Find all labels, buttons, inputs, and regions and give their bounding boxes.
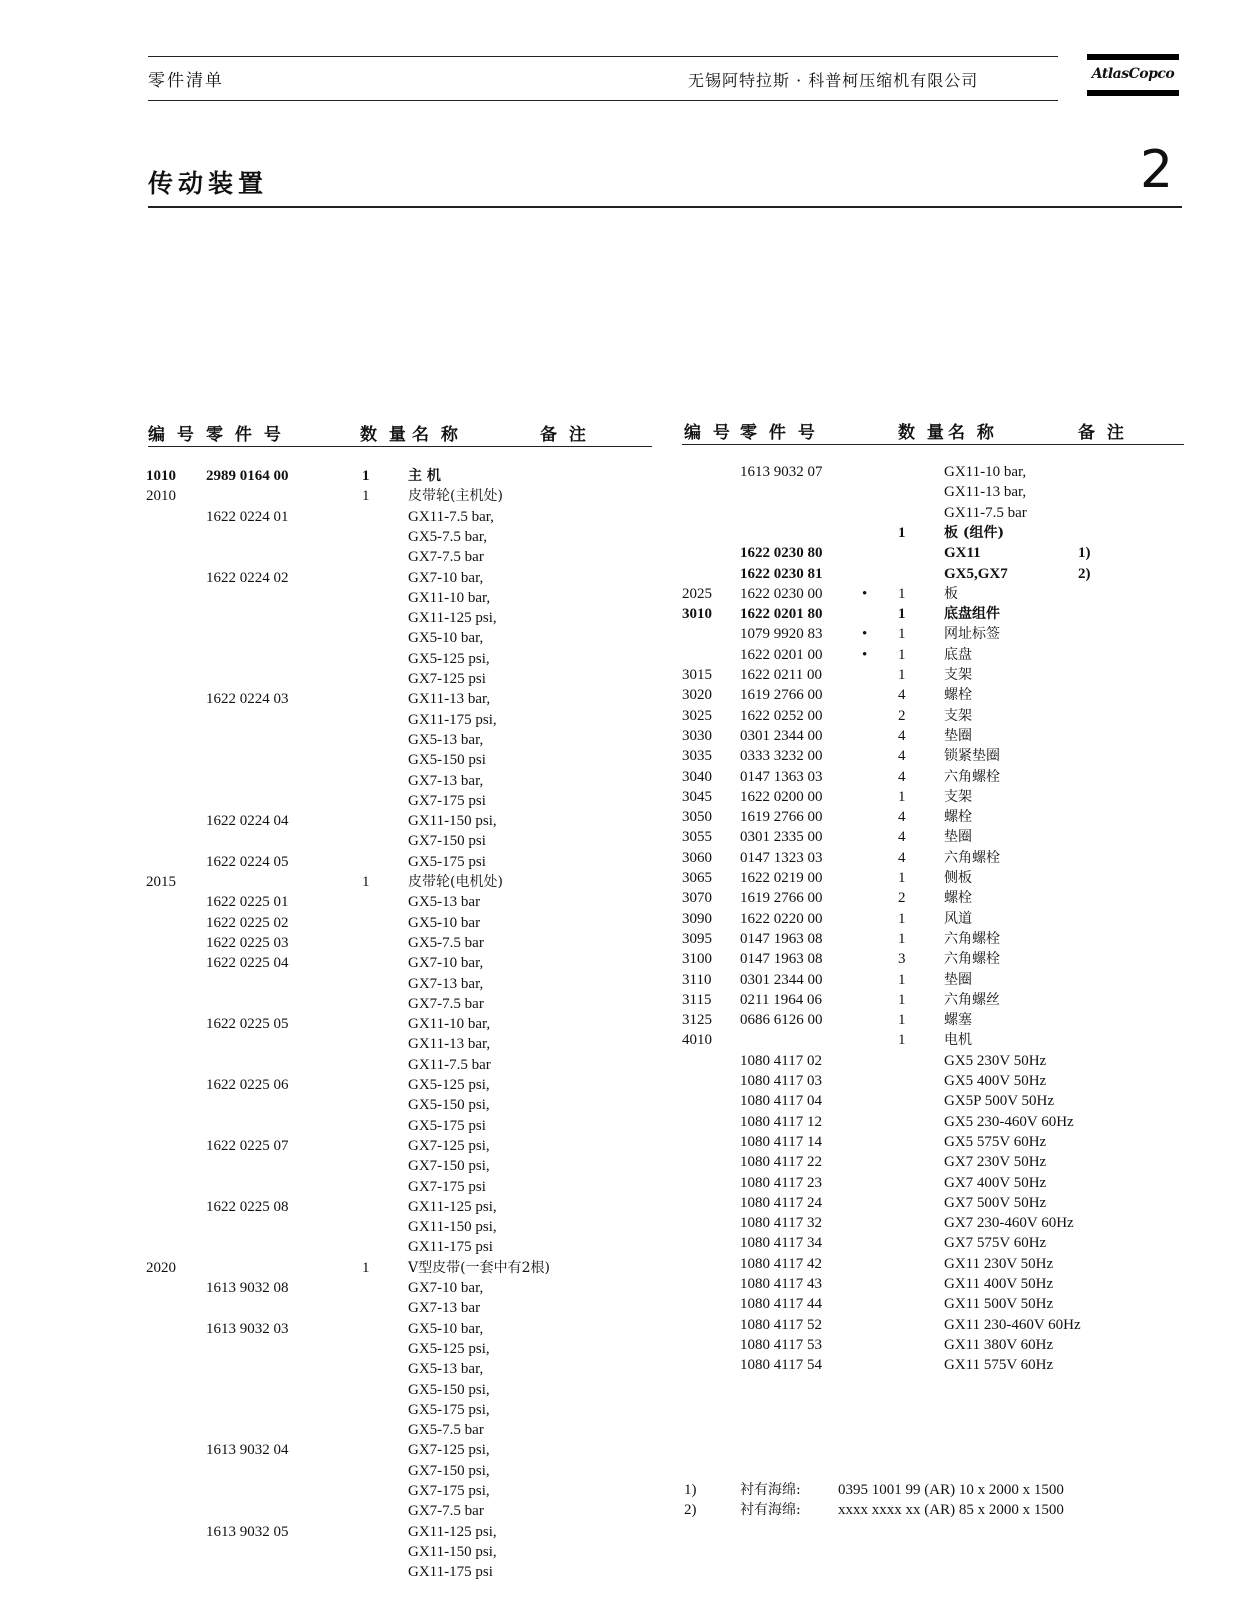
name-cell: GX5 400V 50Hz [944, 1073, 1047, 1089]
item-number-cell: 2020 [146, 1259, 176, 1276]
part-number-cell: 1080 4117 34 [740, 1235, 822, 1252]
quantity-cell: 3 [898, 951, 906, 968]
part-number-cell: 1080 4117 43 [740, 1276, 822, 1292]
item-number-cell: 1010 [146, 468, 176, 484]
name-cell: GX5-150 psi, [408, 1381, 490, 1398]
name-cell: GX5-13 bar, [408, 731, 484, 748]
quantity-cell: 1 [362, 488, 370, 505]
item-number-cell: 3090 [682, 910, 712, 927]
name-cell: GX7-13 bar [408, 1300, 481, 1317]
part-number-cell: 1622 0225 05 [206, 1016, 289, 1033]
header-item-no: 编 号 [148, 425, 197, 445]
part-number-cell: 1622 0225 07 [206, 1137, 289, 1154]
footnote-text: 0395 1001 99 (AR) 10 x 2000 x 1500 [838, 1482, 1064, 1498]
name-cell: GX11-10 bar, [408, 589, 491, 606]
name-cell: GX11-10 bar, [408, 1016, 491, 1033]
quantity-cell: 1 [898, 1012, 906, 1029]
name-cell: GX7 575V 60Hz [944, 1235, 1047, 1252]
part-number-cell: 1080 4117 14 [740, 1133, 822, 1150]
part-number-cell: 0211 1964 06 [740, 991, 822, 1008]
header-part-no: 零 件 号 [740, 423, 818, 443]
name-cell: 主 机 [408, 468, 441, 484]
section-rule [148, 206, 1182, 208]
part-number-cell: 1622 0224 03 [206, 691, 289, 708]
name-cell: GX11 400V 50Hz [944, 1276, 1054, 1292]
atlas-copco-logo [1087, 54, 1179, 98]
quantity-cell: 1 [898, 870, 906, 886]
quantity-cell: 1 [898, 606, 906, 623]
name-cell: GX5-125 psi, [408, 1340, 490, 1357]
part-number-cell: 1622 0211 00 [740, 667, 822, 683]
part-number-cell: 0147 1323 03 [740, 849, 823, 866]
name-cell: GX11-175 psi, [408, 711, 497, 728]
item-number-cell: 3015 [682, 667, 712, 683]
name-cell: GX5 575V 60Hz [944, 1133, 1047, 1150]
part-number-cell: 1622 0224 02 [206, 569, 289, 586]
name-cell: GX7-7.5 bar [408, 549, 484, 566]
name-cell: GX5-150 psi [408, 752, 486, 769]
name-cell: GX7-10 bar, [408, 955, 484, 972]
part-number-cell: 0147 1963 08 [740, 930, 823, 947]
name-cell: 螺塞 [944, 1012, 972, 1029]
part-number-cell: 1613 9032 03 [206, 1320, 289, 1337]
name-cell: 螺栓 [944, 890, 972, 907]
quantity-cell: 1 [362, 874, 370, 890]
part-number-cell: 1622 0219 00 [740, 870, 823, 886]
header-remarks: 备 注 [1078, 423, 1127, 443]
part-number-cell: 1613 9032 05 [206, 1523, 289, 1540]
quantity-cell: 1 [898, 991, 906, 1008]
part-number-cell: 1080 4117 03 [740, 1073, 822, 1089]
part-number-cell: 2989 0164 00 [206, 468, 289, 484]
quantity-cell: 4 [898, 849, 906, 866]
item-number-cell: 3025 [682, 707, 712, 724]
name-cell: GX5-125 psi, [408, 650, 490, 667]
name-cell: GX7-13 bar, [408, 772, 484, 789]
item-number-cell: 3060 [682, 849, 712, 866]
part-number-cell: 1619 2766 00 [740, 687, 823, 704]
name-cell: 侧板 [944, 870, 972, 886]
quantity-cell: 1 [898, 1032, 906, 1049]
name-cell: 六角螺栓 [944, 951, 1000, 968]
name-cell: GX11-150 psi, [408, 1219, 497, 1236]
part-number-cell: 1080 4117 24 [740, 1194, 822, 1211]
name-cell: GX7-150 psi, [408, 1158, 490, 1175]
part-number-cell: 1622 0224 05 [206, 853, 289, 870]
name-cell: 板 [944, 585, 958, 602]
part-number-cell: 1080 4117 32 [740, 1215, 822, 1232]
name-cell: GX5-150 psi, [408, 1097, 490, 1114]
name-cell: 螺栓 [944, 687, 972, 704]
header-rule [148, 100, 1058, 101]
name-cell: GX5-13 bar [408, 894, 481, 911]
part-number-cell: 1613 9032 08 [206, 1280, 289, 1296]
quantity-cell: 1 [898, 971, 906, 988]
name-cell: GX11 [944, 545, 981, 562]
quantity-cell: 4 [898, 687, 906, 704]
name-cell: GX11-7.5 bar, [408, 508, 494, 525]
part-number-cell: 1613 9032 04 [206, 1442, 289, 1459]
name-cell: GX7 230V 50Hz [944, 1154, 1047, 1171]
top-rule [148, 56, 1058, 57]
name-cell: V型皮带(一套中有2根) [408, 1259, 550, 1276]
header-name: 名 称 [948, 423, 997, 443]
item-number-cell: 3035 [682, 748, 712, 765]
header-qty: 数 量 [898, 423, 947, 443]
item-number-cell: 3065 [682, 870, 712, 886]
bullet-mark: • [862, 646, 868, 663]
name-cell: GX11 230-460V 60Hz [944, 1316, 1081, 1333]
name-cell: 螺栓 [944, 809, 972, 826]
name-cell: GX11-125 psi, [408, 1523, 497, 1540]
footnote-text: xxxx xxxx xx (AR) 85 x 2000 x 1500 [838, 1502, 1064, 1518]
name-cell: 皮带轮(主机处) [408, 488, 503, 505]
name-cell: 电机 [944, 1032, 972, 1049]
name-cell: GX11 500V 50Hz [944, 1296, 1054, 1313]
name-cell: GX7-175 psi, [408, 1483, 490, 1499]
item-number-cell: 3125 [682, 1012, 712, 1029]
part-number-cell: 0301 2335 00 [740, 829, 823, 846]
part-number-cell: 1080 4117 04 [740, 1093, 822, 1110]
quantity-cell: 4 [898, 809, 906, 826]
part-number-cell: 0686 6126 00 [740, 1012, 823, 1029]
name-cell: GX7-125 psi [408, 671, 486, 687]
item-number-cell: 4010 [682, 1032, 712, 1049]
name-cell: 六角螺栓 [944, 768, 1000, 785]
part-number-cell: 1080 4117 22 [740, 1154, 822, 1171]
name-cell: GX5-10 bar [408, 914, 481, 931]
name-cell: GX5-175 psi [408, 1117, 486, 1134]
name-cell: GX11-13 bar, [944, 484, 1027, 501]
quantity-cell: 2 [898, 890, 906, 907]
part-number-cell: 1622 0225 01 [206, 894, 289, 911]
name-cell: GX7-150 psi, [408, 1462, 490, 1479]
footnote-marker: 1) [684, 1482, 697, 1498]
name-cell: GX11-7.5 bar [944, 504, 1027, 521]
name-cell: GX7-150 psi [408, 833, 486, 850]
part-number-cell: 1622 0225 04 [206, 955, 289, 972]
section-title: 传动装置 [148, 169, 269, 198]
name-cell: GX11-150 psi, [408, 813, 497, 830]
name-cell: GX11-175 psi [408, 1239, 493, 1256]
name-cell: GX5 230V 50Hz [944, 1052, 1047, 1069]
item-number-cell: 3115 [682, 991, 712, 1008]
quantity-cell: 2 [898, 707, 906, 724]
name-cell: GX5-7.5 bar, [408, 528, 487, 545]
item-number-cell: 2025 [682, 585, 712, 602]
part-number-cell: 1080 4117 53 [740, 1336, 822, 1353]
item-number-cell: 2015 [146, 874, 176, 890]
name-cell: 支架 [944, 707, 972, 724]
remark-cell: 1) [1078, 545, 1091, 562]
name-cell: GX11-13 bar, [408, 1036, 491, 1053]
quantity-cell: 1 [898, 910, 906, 927]
quantity-cell: 1 [362, 468, 370, 484]
part-number-cell: 1622 0201 00 [740, 646, 823, 663]
name-cell: 支架 [944, 667, 972, 683]
name-cell: GX11 230V 50Hz [944, 1255, 1054, 1272]
name-cell: 底盘组件 [944, 606, 1000, 623]
part-number-cell: 1622 0230 00 [740, 585, 823, 602]
name-cell: 网址标签 [944, 626, 1000, 643]
part-number-cell: 1622 0230 81 [740, 565, 823, 582]
part-number-cell: 0301 2344 00 [740, 727, 823, 744]
item-number-cell: 2010 [146, 488, 176, 505]
right-header-rule [682, 444, 1184, 445]
part-number-cell: 1622 0225 08 [206, 1198, 289, 1215]
name-cell: GX11 575V 60Hz [944, 1357, 1054, 1374]
name-cell: GX7-7.5 bar [408, 995, 484, 1012]
part-number-cell: 1613 9032 07 [740, 464, 823, 480]
part-number-cell: 1080 4117 54 [740, 1357, 822, 1374]
footnote-label: 衬有海绵: [740, 1502, 801, 1518]
quantity-cell: 1 [898, 788, 906, 805]
part-number-cell: 0301 2344 00 [740, 971, 823, 988]
name-cell: 锁紧垫圈 [944, 748, 1000, 765]
left-header-rule [148, 446, 652, 447]
section-number: 2 [1140, 140, 1174, 200]
item-number-cell: 3040 [682, 768, 712, 785]
part-number-cell: 1080 4117 02 [740, 1052, 822, 1069]
quantity-cell: 4 [898, 829, 906, 846]
name-cell: GX5-175 psi, [408, 1401, 490, 1418]
name-cell: GX11-125 psi, [408, 1198, 497, 1215]
header-remarks: 备 注 [540, 425, 589, 445]
part-number-cell: 1619 2766 00 [740, 890, 823, 907]
quantity-cell: 4 [898, 748, 906, 765]
part-number-cell: 1080 4117 52 [740, 1316, 822, 1333]
name-cell: GX11-125 psi, [408, 610, 497, 627]
part-number-cell: 1622 0220 00 [740, 910, 823, 927]
footnote-marker: 2) [684, 1502, 697, 1518]
item-number-cell: 3045 [682, 788, 712, 805]
part-number-cell: 1622 0201 80 [740, 606, 823, 623]
part-number-cell: 1619 2766 00 [740, 809, 823, 826]
part-number-cell: 1080 4117 23 [740, 1174, 822, 1191]
name-cell: GX7-10 bar, [408, 1280, 484, 1296]
part-number-cell: 1622 0225 03 [206, 934, 289, 951]
name-cell: GX11 380V 60Hz [944, 1336, 1054, 1353]
quantity-cell: 4 [898, 727, 906, 744]
item-number-cell: 3095 [682, 930, 712, 947]
name-cell: GX11-13 bar, [408, 691, 491, 708]
name-cell: GX11-7.5 bar [408, 1056, 491, 1073]
quantity-cell: 1 [898, 585, 906, 602]
part-number-cell: 1080 4117 44 [740, 1296, 822, 1313]
name-cell: GX7 230-460V 60Hz [944, 1215, 1074, 1232]
document-type: 零件清单 [148, 71, 224, 91]
name-cell: GX5-125 psi, [408, 1077, 490, 1093]
part-number-cell: 1622 0252 00 [740, 707, 823, 724]
name-cell: GX5,GX7 [944, 565, 1008, 582]
name-cell: GX7-13 bar, [408, 975, 484, 992]
name-cell: 垫圈 [944, 829, 972, 846]
name-cell: GX5-10 bar, [408, 1320, 484, 1337]
part-number-cell: 0147 1963 08 [740, 951, 823, 968]
item-number-cell: 3070 [682, 890, 712, 907]
name-cell: GX7-175 psi [408, 792, 486, 809]
item-number-cell: 3100 [682, 951, 712, 968]
part-number-cell: 1622 0224 04 [206, 813, 289, 830]
quantity-cell: 1 [898, 524, 906, 541]
item-number-cell: 3020 [682, 687, 712, 704]
name-cell: GX7 400V 50Hz [944, 1174, 1047, 1191]
name-cell: 垫圈 [944, 971, 972, 988]
part-number-cell: 1079 9920 83 [740, 626, 823, 643]
name-cell: GX7-7.5 bar [408, 1503, 484, 1520]
bullet-mark: • [862, 626, 868, 643]
quantity-cell: 1 [898, 626, 906, 643]
logo-text: AtlasCopco [1091, 66, 1175, 82]
quantity-cell: 1 [898, 930, 906, 947]
name-cell: 支架 [944, 788, 972, 805]
part-number-cell: 0333 3232 00 [740, 748, 823, 765]
part-number-cell: 1080 4117 12 [740, 1113, 822, 1130]
name-cell: 底盘 [944, 646, 972, 663]
quantity-cell: 1 [898, 667, 906, 683]
name-cell: GX11-150 psi, [408, 1543, 497, 1560]
bullet-mark: • [862, 585, 868, 602]
name-cell: GX7 500V 50Hz [944, 1194, 1047, 1211]
part-number-cell: 0147 1363 03 [740, 768, 823, 785]
name-cell: GX5-7.5 bar [408, 1422, 484, 1439]
name-cell: GX11-175 psi [408, 1564, 493, 1581]
item-number-cell: 3050 [682, 809, 712, 826]
header-part-no: 零 件 号 [206, 425, 284, 445]
name-cell: GX5-10 bar, [408, 630, 484, 647]
name-cell: GX5-175 psi [408, 853, 486, 870]
name-cell: 皮带轮(电机处) [408, 874, 503, 890]
company-name: 无锡阿特拉斯 · 科普柯压缩机有限公司 [688, 71, 979, 90]
part-number-cell: 1080 4117 42 [740, 1255, 822, 1272]
item-number-cell: 3010 [682, 606, 712, 623]
footnote-label: 衬有海绵: [740, 1482, 801, 1498]
name-cell: GX7-125 psi, [408, 1137, 490, 1154]
quantity-cell: 1 [362, 1259, 370, 1276]
name-cell: GX5-13 bar, [408, 1361, 484, 1378]
item-number-cell: 3055 [682, 829, 712, 846]
name-cell: 垫圈 [944, 727, 972, 744]
part-number-cell: 1622 0230 80 [740, 545, 823, 562]
item-number-cell: 3030 [682, 727, 712, 744]
part-number-cell: 1622 0224 01 [206, 508, 289, 525]
name-cell: 风道 [944, 910, 972, 927]
name-cell: 板 (组件) [944, 524, 1005, 541]
name-cell: GX7-10 bar, [408, 569, 484, 586]
part-number-cell: 1622 0225 02 [206, 914, 289, 931]
name-cell: 六角螺丝 [944, 991, 1000, 1008]
item-number-cell: 3110 [682, 971, 712, 988]
name-cell: GX7-175 psi [408, 1178, 486, 1195]
remark-cell: 2) [1078, 565, 1091, 582]
header-name: 名 称 [412, 425, 461, 445]
part-number-cell: 1622 0225 06 [206, 1077, 289, 1093]
name-cell: GX5 230-460V 60Hz [944, 1113, 1074, 1130]
name-cell: GX5P 500V 50Hz [944, 1093, 1055, 1110]
name-cell: GX5-7.5 bar [408, 934, 484, 951]
name-cell: 六角螺栓 [944, 930, 1000, 947]
quantity-cell: 4 [898, 768, 906, 785]
part-number-cell: 1622 0200 00 [740, 788, 823, 805]
header-item-no: 编 号 [684, 423, 733, 443]
header-qty: 数 量 [360, 425, 409, 445]
name-cell: 六角螺栓 [944, 849, 1000, 866]
name-cell: GX11-10 bar, [944, 464, 1027, 480]
quantity-cell: 1 [898, 646, 906, 663]
name-cell: GX7-125 psi, [408, 1442, 490, 1459]
